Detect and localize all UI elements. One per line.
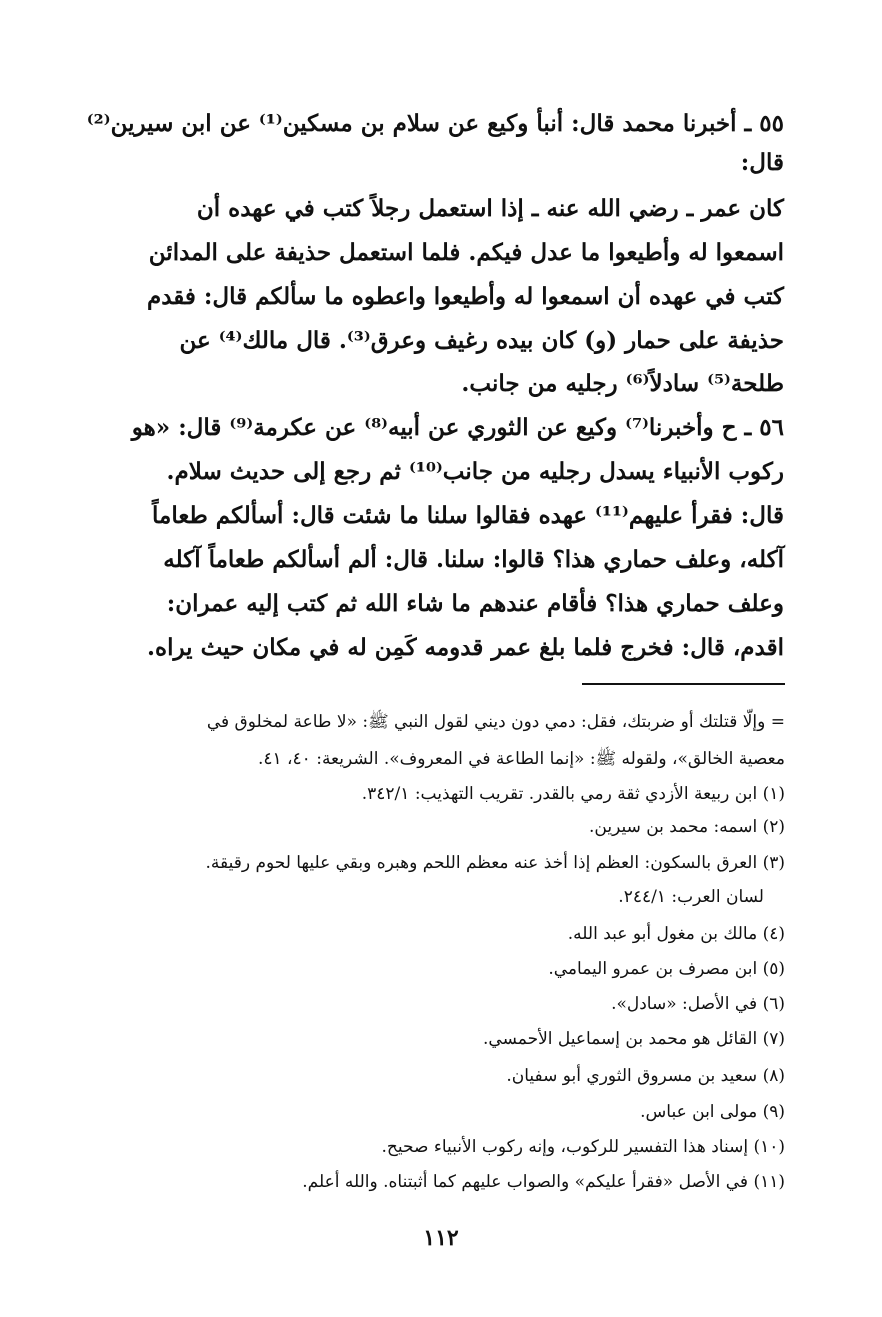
hadith-55-line-3: كان عمر ـ رضي الله عنه ـ إذا استعمل رجلاً كتب في عهده أن bbox=[196, 195, 784, 222]
hadith-55-line-1: ٥٥ ـ أخبرنا محمد قال: أنبأ وكيع عن سلام بن مسكين⁽¹⁾ عن ابن سيرين⁽²⁾ bbox=[86, 110, 784, 137]
hadith-56-line-6: اقدم، قال: فخرج فلما بلغ عمر قدومه كَمِن له في مكان حيث يراه. bbox=[147, 634, 784, 661]
hadith-56-line-2: ركوب الأنبياء يسدل رجليه من جانب⁽¹⁰⁾ ثم رجع إلى حديث سلام. bbox=[166, 458, 784, 485]
hadith-56-line-5: وعلف حماري هذا؟ فأقام عندهم ما شاء الله ثم كتب إليه عمران: bbox=[166, 590, 784, 617]
footnote-3: (٣) العرق بالسكون: العظم إذا أخذ عنه معظم اللحم وهبره وبقي عليها لحوم رقيقة. bbox=[205, 853, 785, 873]
hadith-56-line-1: ٥٦ ـ ح وأخبرنا⁽⁷⁾ وكيع عن الثوري عن أبيه⁽⁸⁾ عن عكرمة⁽⁹⁾ قال: «هو bbox=[131, 414, 784, 441]
footnote-9: (٩) مولى ابن عباس. bbox=[640, 1102, 785, 1122]
hadith-56-line-3: قال: فقرأ عليهم⁽¹¹⁾ عهده فقالوا سلنا ما شئت قال: أسألكم طعاماً bbox=[152, 502, 784, 529]
footnote-continuation-1: = وإلّا قتلتك أو ضربتك، فقل: دمي دون ديني لقول النبي ﷺ: «لا طاعة لمخلوق في bbox=[206, 712, 785, 732]
footnote-5: (٥) ابن مصرف بن عمرو اليمامي. bbox=[548, 959, 785, 979]
hadith-55-line-7: طلحة⁽⁵⁾ سادلاً⁽⁶⁾ رجليه من جانب. bbox=[461, 370, 784, 397]
hadith-55-line-2: قال: bbox=[740, 149, 784, 176]
footnote-8: (٨) سعيد بن مسروق الثوري أبو سفيان. bbox=[506, 1066, 785, 1086]
footnote-10: (١٠) إسناد هذا التفسير للركوب، وإنه ركوب الأنبياء صحيح. bbox=[381, 1137, 785, 1157]
footnote-7: (٧) القائل هو محمد بن إسماعيل الأحمسي. bbox=[483, 1029, 785, 1049]
footnote-continuation-2: معصية الخالق»، ولقوله ﷺ: «إنما الطاعة في المعروف». الشريعة: ٤٠، ٤١. bbox=[257, 749, 785, 769]
hadith-55-line-4: اسمعوا له وأطيعوا ما عدل فيكم. فلما استعمل حذيفة على المدائن bbox=[148, 239, 784, 266]
footnote-6: (٦) في الأصل: «سادل». bbox=[611, 994, 785, 1014]
page-number: ١١٢ bbox=[423, 1225, 459, 1251]
footnote-separator bbox=[582, 683, 785, 685]
footnote-11: (١١) في الأصل «فقرأ عليكم» والصواب عليهم كما أثبتناه. والله أعلم. bbox=[302, 1172, 785, 1192]
footnote-2: (٢) اسمه: محمد بن سيرين. bbox=[589, 817, 785, 837]
hadith-56-line-4: آكله، وعلف حماري هذا؟ قالوا: سلنا. قال: ألم أسألكم طعاماً آكله bbox=[163, 546, 784, 573]
footnote-4: (٤) مالك بن مغول أبو عبد الله. bbox=[567, 924, 785, 944]
hadith-55-line-6: حذيفة على حمار (و) كان بيده رغيف وعرق⁽³⁾. قال مالك⁽⁴⁾ عن bbox=[179, 327, 784, 354]
footnote-1: (١) ابن ربيعة الأزدي ثقة رمي بالقدر. تقريب التهذيب: ٣٤٢/١. bbox=[361, 784, 785, 804]
hadith-55-line-5: كتب في عهده أن اسمعوا له وأطيعوا واعطوه ما سألكم قال: فقدم bbox=[146, 283, 784, 310]
footnote-3-continuation: لسان العرب: ٢٤٤/١. bbox=[618, 887, 764, 907]
